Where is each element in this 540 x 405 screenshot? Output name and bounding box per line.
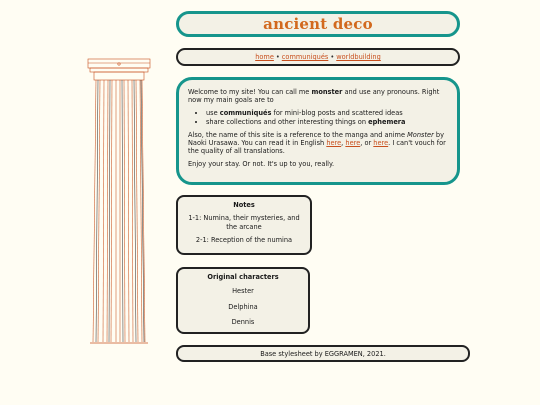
footer-credit: Base stylesheet by EGGRAMEN, 2021.: [260, 349, 386, 358]
read-link-3[interactable]: here: [373, 139, 389, 148]
read-link-1[interactable]: here: [326, 139, 342, 148]
goal-item: • use communiqués for mini-blog posts and scattered ideas: [206, 109, 449, 117]
column-illustration: [84, 57, 154, 347]
site-title: ancient deco: [263, 15, 373, 33]
characters-panel: [176, 267, 310, 334]
character-item[interactable]: Dennis: [231, 318, 255, 327]
note-item[interactable]: 2-1: Reception of the numina: [195, 236, 293, 245]
read-link-2[interactable]: here: [345, 139, 361, 148]
character-item[interactable]: Hester: [232, 287, 254, 296]
intro-paragraph-closing: Enjoy your stay. Or not. It's up to you, really.: [188, 160, 335, 169]
nav-link-home[interactable]: home: [255, 53, 274, 61]
goals-list: [188, 109, 449, 125]
nav-link-worldbuilding[interactable]: worldbuilding: [336, 53, 381, 61]
manga-title: Monster: [407, 130, 434, 139]
author-name: monster: [311, 88, 343, 96]
nav-separator: •: [275, 53, 280, 61]
notes-heading: Notes: [233, 201, 255, 209]
nav-separator: •: [330, 53, 335, 61]
character-item[interactable]: Delphina: [228, 302, 258, 311]
intro-paragraph-welcome: Welcome to my site! You can call me monster and use any pronouns. Right now my main goals are to: [188, 88, 440, 105]
characters-heading: Original characters: [207, 273, 279, 281]
intro-paragraph-reference: Also, the name of this site is a reference to the manga and anime Monster by Naoki Urasawa. You can read it in English here, here, or here. I can't vouch for the quality of all translations.: [188, 130, 446, 156]
site-title-banner: [176, 11, 460, 37]
note-item[interactable]: 1-1: Numina, their mysteries, and the arcane: [188, 214, 300, 231]
notes-panel: [176, 195, 312, 255]
nav-link-communiques[interactable]: communiqués: [281, 53, 329, 61]
intro-panel: [176, 77, 460, 185]
footer: [176, 345, 470, 362]
goal-item: • share collections and other interesting things on ephemera: [206, 118, 449, 126]
nav-bar: [176, 48, 460, 66]
